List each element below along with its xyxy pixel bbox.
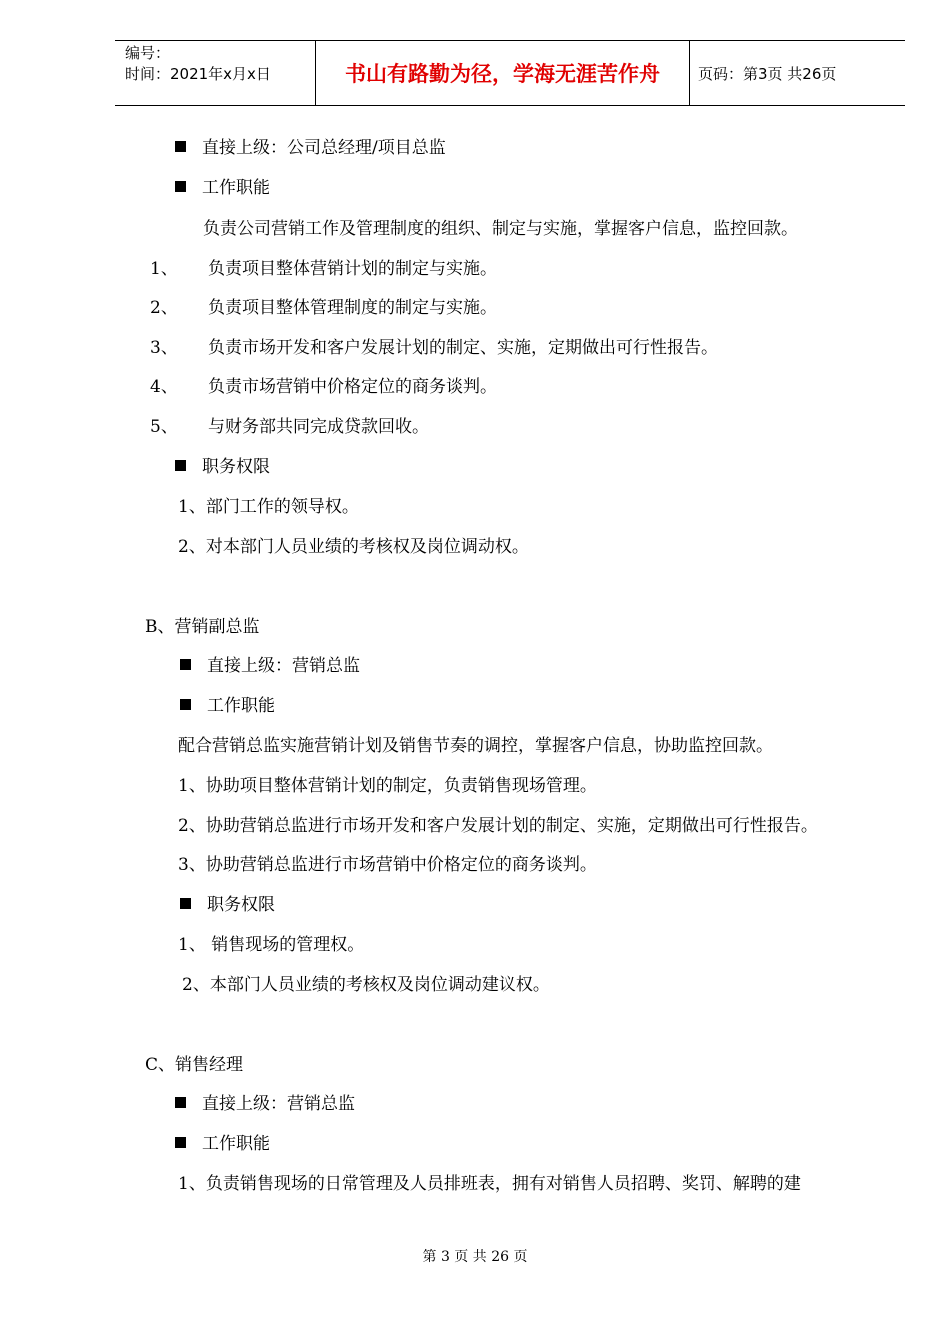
bullet-line: 工作职能 [180,695,275,717]
bullet-line: 直接上级：营销总监 [175,1093,355,1115]
square-bullet-icon [175,460,186,471]
square-bullet-icon [180,699,191,710]
paragraph: 1、协助项目整体营销计划的制定，负责销售现场管理。 [178,776,597,796]
section-heading: C、销售经理 [145,1055,244,1075]
bullet-line: 直接上级：公司总经理/项目总监 [175,137,446,159]
section-heading: B、营销副总监 [145,617,260,637]
doc-time-label: 时间：2021年x月x日 [125,65,271,83]
header-page-info: 页码：第3页 共26页 [698,65,837,83]
page-header [115,40,905,106]
page-footer: 第 3 页 共 26 页 [422,1249,528,1265]
square-bullet-icon [175,181,186,192]
numbered-item: 5、 与财务部共同完成贷款回收。 [150,417,429,437]
paragraph: 负责公司营销工作及管理制度的组织、制定与实施，掌握客户信息，监控回款。 [203,219,798,239]
bullet-line: 工作职能 [175,1133,270,1155]
paragraph: 配合营销总监实施营销计划及销售节奏的调控，掌握客户信息，协助监控回款。 [178,736,773,756]
square-bullet-icon [175,1137,186,1148]
paragraph: 1、负责销售现场的日常管理及人员排班表，拥有对销售人员招聘、奖罚、解聘的建 [178,1174,801,1194]
bullet-line: 工作职能 [175,177,270,199]
doc-id-label: 编号： [125,44,171,62]
square-bullet-icon [180,659,191,670]
square-bullet-icon [175,141,186,152]
bullet-line: 职务权限 [175,456,270,478]
paragraph: 2、协助营销总监进行市场开发和客户发展计划的制定、实施，定期做出可行性报告。 [178,816,818,836]
square-bullet-icon [180,898,191,909]
square-bullet-icon [175,1097,186,1108]
bullet-line: 职务权限 [180,894,275,916]
paragraph: 2、本部门人员业绩的考核权及岗位调动建议权。 [182,975,550,995]
numbered-item: 1、 负责项目整体营销计划的制定与实施。 [150,259,497,279]
paragraph: 1、 销售现场的管理权。 [178,935,365,955]
paragraph: 3、协助营销总监进行市场营销中价格定位的商务谈判。 [178,855,597,875]
paragraph: 2、对本部门人员业绩的考核权及岗位调动权。 [178,537,529,557]
numbered-item: 3、 负责市场开发和客户发展计划的制定、实施，定期做出可行性报告。 [150,338,718,358]
numbered-item: 2、 负责项目整体管理制度的制定与实施。 [150,298,497,318]
header-meta [115,41,316,105]
numbered-item: 4、 负责市场营销中价格定位的商务谈判。 [150,377,497,397]
header-motto: 书山有路勤为径，学海无涯苦作舟 [316,41,690,105]
paragraph: 1、部门工作的领导权。 [178,497,359,517]
bullet-line: 直接上级：营销总监 [180,655,360,677]
